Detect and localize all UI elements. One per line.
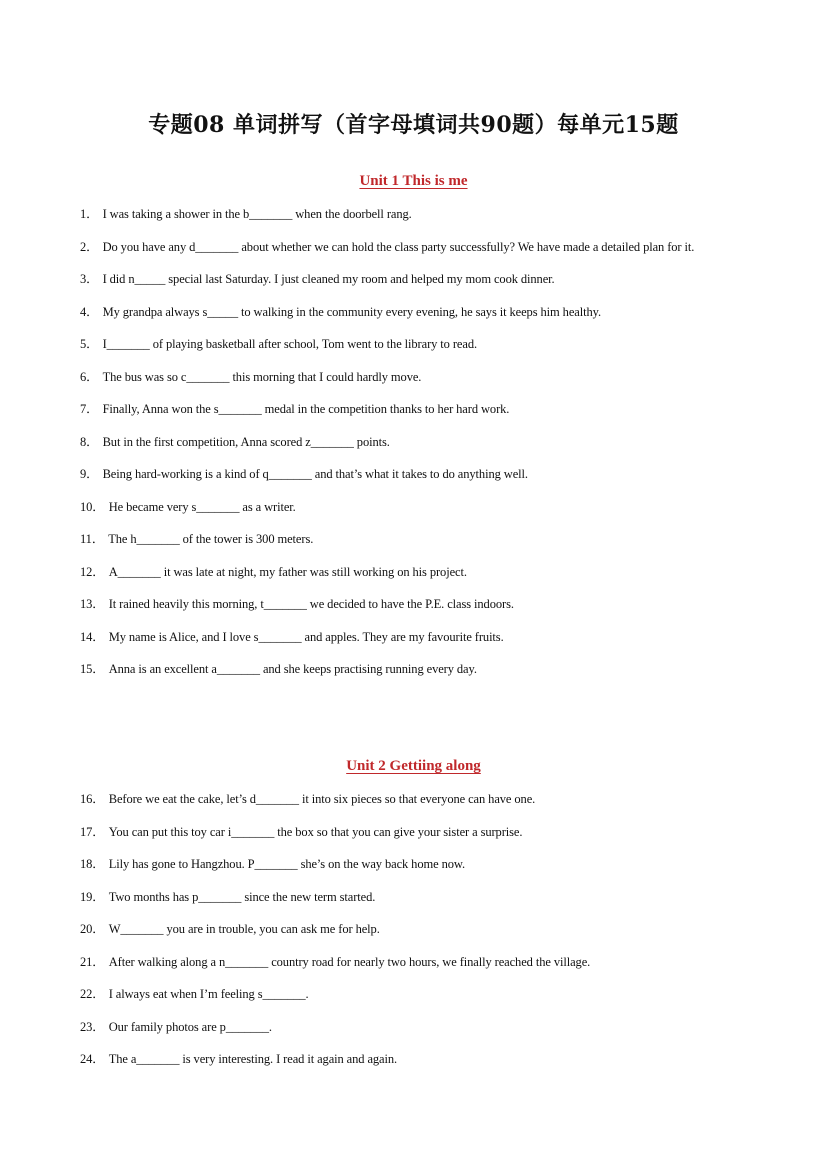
question-item — [80, 627, 750, 647]
question-number: 14． — [80, 629, 105, 644]
question-number: 16． — [80, 792, 105, 806]
question-number: 21． — [80, 954, 105, 969]
question-item — [80, 204, 750, 224]
question-item — [80, 919, 750, 939]
question-item — [80, 984, 750, 1004]
question-item — [80, 334, 750, 354]
question-item — [80, 497, 750, 517]
question-text: Before we eat the cake, let’s d_______ it into six pieces so that everyone can have one. — [108, 792, 536, 806]
unit-2-question-list — [80, 789, 750, 1082]
question-text: I did n_____ special last Saturday. I just cleaned my room and helped my mom cook dinner. — [102, 272, 555, 286]
question-number: 15． — [80, 662, 105, 676]
question-text: I_______ of playing basketball after school, Tom went to the library to read. — [102, 337, 477, 351]
question-text: The bus was so c_______ this morning that I could hardly move. — [102, 369, 422, 384]
question-item — [80, 237, 750, 257]
question-item — [80, 887, 750, 907]
question-item — [80, 367, 750, 387]
question-text: Do you have any d_______ about whether we can hold the class party successfully? We have made a detailed plan for it. — [102, 239, 695, 254]
question-number: 23． — [80, 1019, 105, 1034]
question-text: I always eat when I’m feeling s_______. — [108, 987, 309, 1001]
question-text: Anna is an excellent a_______ and she keeps practising running every day. — [108, 662, 477, 676]
question-item — [80, 529, 750, 549]
question-number: 4． — [80, 304, 99, 319]
question-text: My grandpa always s_____ to walking in the community every evening, he says it keeps him healthy. — [102, 304, 601, 319]
question-text: I was taking a shower in the b_______ when the doorbell rang. — [102, 207, 412, 221]
question-text: After walking along a n_______ country road for nearly two hours, we finally reached the village. — [108, 954, 591, 969]
question-text: It rained heavily this morning, t_______ we decided to have the P.E. class indoors. — [108, 597, 514, 611]
question-item — [80, 1049, 750, 1069]
question-number: 6． — [80, 369, 99, 384]
unit-1-heading: Unit 1 This is me — [359, 173, 468, 189]
question-number: 17． — [80, 824, 105, 839]
unit-1-question-list — [80, 204, 750, 692]
question-number: 13． — [80, 597, 105, 611]
question-item — [80, 952, 750, 972]
question-item — [80, 1017, 750, 1037]
question-number: 3． — [80, 272, 99, 286]
page-title: 专题08 单词拼写（首字母填词共90题）每单元15题 — [148, 112, 679, 138]
question-text: The h_______ of the tower is 300 meters. — [108, 532, 314, 546]
question-number: 7． — [80, 402, 99, 416]
question-text: Our family photos are p_______. — [108, 1019, 272, 1034]
question-text: Being hard-working is a kind of q_______ and that’s what it takes to do anything well. — [102, 467, 528, 481]
unit-2-heading: Unit 2 Gettiing along — [346, 758, 481, 774]
question-number: 8． — [80, 434, 99, 449]
question-number: 11． — [80, 532, 105, 546]
question-text: My name is Alice, and I love s_______ and apples. They are my favourite fruits. — [108, 629, 504, 644]
question-number: 20． — [80, 922, 105, 936]
question-item — [80, 789, 750, 809]
question-number: 22． — [80, 987, 105, 1001]
question-number: 12． — [80, 564, 105, 579]
question-number: 24． — [80, 1052, 105, 1066]
question-text: He became very s_______ as a writer. — [108, 499, 296, 514]
question-number: 1． — [80, 207, 99, 221]
question-item — [80, 822, 750, 842]
question-item — [80, 562, 750, 582]
question-text: Lily has gone to Hangzhou. P_______ she’s on the way back home now. — [108, 857, 466, 871]
question-number: 5． — [80, 337, 99, 351]
question-item — [80, 302, 750, 322]
question-number: 9． — [80, 467, 99, 481]
question-text: But in the first competition, Anna scored z_______ points. — [102, 434, 390, 449]
question-number: 2． — [80, 239, 99, 254]
question-item — [80, 399, 750, 419]
question-text: The a_______ is very interesting. I read it again and again. — [108, 1052, 398, 1066]
question-item — [80, 464, 750, 484]
question-item — [80, 854, 750, 874]
question-text: W_______ you are in trouble, you can ask me for help. — [108, 922, 380, 936]
question-text: Two months has p_______ since the new term started. — [108, 889, 376, 904]
question-text: A_______ it was late at night, my father was still working on his project. — [108, 564, 467, 579]
question-number: 10． — [80, 499, 105, 514]
question-number: 18． — [80, 857, 105, 871]
question-item — [80, 269, 750, 289]
question-item — [80, 659, 750, 679]
question-text: You can put this toy car i_______ the box so that you can give your sister a surprise. — [108, 824, 523, 839]
question-item — [80, 594, 750, 614]
question-number: 19． — [80, 889, 105, 904]
question-text: Finally, Anna won the s_______ medal in the competition thanks to her hard work. — [102, 402, 510, 416]
question-item — [80, 432, 750, 452]
